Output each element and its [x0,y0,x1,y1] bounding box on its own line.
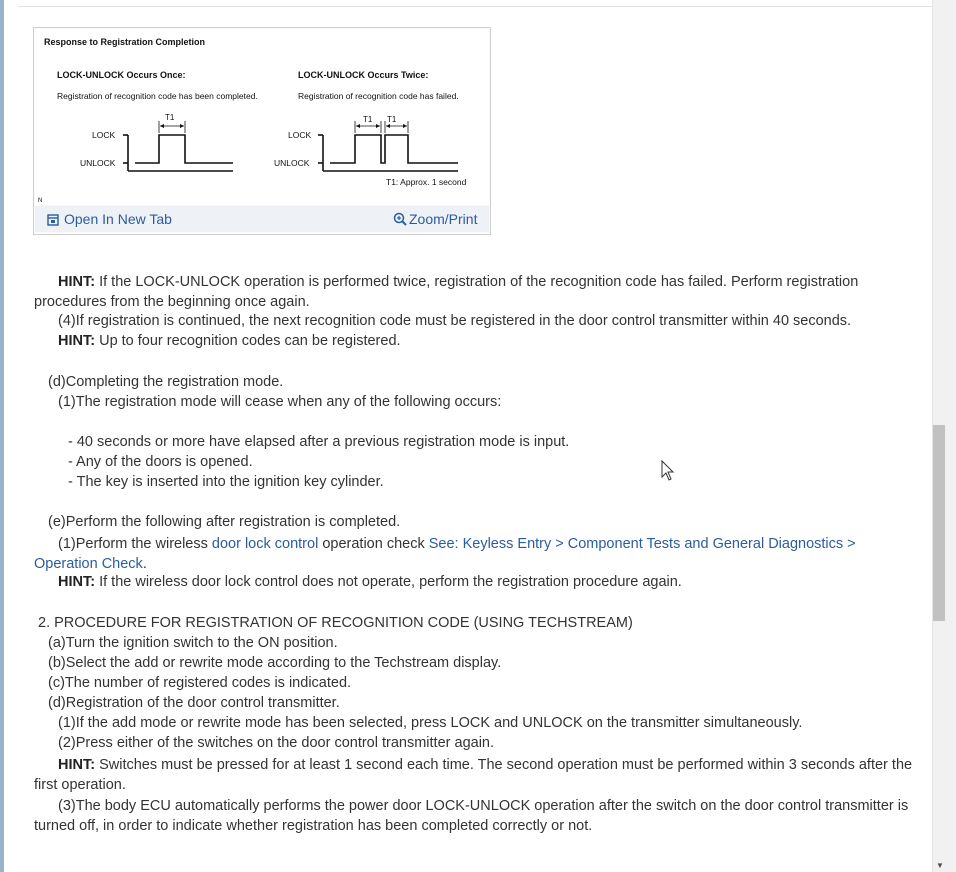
scrollbar-thumb[interactable] [933,425,945,621]
figure-image[interactable] [35,29,489,205]
step-d-1: (1)If the add mode or rewrite mode has been selected, press LOCK and UNLOCK on the transmitter simultaneously. [58,715,803,731]
left-t1-label: T1 [165,113,175,122]
e-step-1-mid: operation check [318,536,429,552]
open-in-new-tab-label: Open In New Tab [64,211,172,227]
left-unlock-label: UNLOCK [80,158,116,168]
left-heading: LOCK-UNLOCK Occurs Once: [57,70,186,80]
right-lock-label: LOCK [288,130,312,140]
mouse-cursor-icon [660,460,676,482]
hint-label: HINT: [58,333,96,349]
d-heading: (d)Completing the registration mode. [48,374,284,390]
hint-paragraph-1 [34,272,914,312]
hint-4-text: Switches must be pressed for at least 1 second each time. The second operation must be performed within 3 seconds after the first operation. [34,757,913,793]
right-unlock-label: UNLOCK [274,158,310,168]
figure-toolbar [35,206,489,232]
e-step-1-prefix: (1)Perform the wireless [58,536,212,552]
right-t1b-label: T1 [387,115,397,124]
keyless-entry-operation-check-link[interactable]: See: Keyless Entry > Component Tests and General Diagnostics > Operation Check [34,536,856,572]
figure-container [33,27,491,235]
open-tab-icon [47,214,59,226]
bullet-item: - Any of the doors is opened. [68,454,253,470]
zoom-icon [393,212,407,226]
t1-note: T1: Approx. 1 second [386,177,467,187]
e-heading: (e)Perform the following after registration is completed. [48,514,401,530]
hint-paragraph-4 [34,755,914,795]
hint-label: HINT: [58,757,96,773]
left-description: Registration of recognition code has been completed. [57,91,258,101]
step-4: (4)If registration is continued, the next recognition code must be registered in the door control transmitter within 40 seconds. [58,313,852,329]
zoom-print-label: Zoom/Print [409,211,478,227]
left-lock-label: LOCK [92,130,116,140]
section-2-heading: 2. PROCEDURE FOR REGISTRATION OF RECOGNITION CODE (USING TECHSTREAM) [38,615,633,631]
hint-label: HINT: [58,574,96,590]
e-step-1-end: . [142,556,147,572]
hint-2-text: Up to four recognition codes can be registered. [95,333,401,349]
bullet-item: - The key is inserted into the ignition key cylinder. [68,474,384,490]
right-heading: LOCK-UNLOCK Occurs Twice: [298,70,429,80]
d-step-1: (1)The registration mode will cease when any of the following occurs: [58,394,502,410]
step-b: (b)Select the add or rewrite mode according to the Techstream display. [48,655,502,671]
zoom-print-link[interactable] [393,211,477,227]
step-d-2: (2)Press either of the switches on the door control transmitter again. [58,735,495,751]
hint-paragraph-2 [58,333,401,349]
step-a: (a)Turn the ignition switch to the ON position. [48,635,338,651]
hint-label: HINT: [58,274,96,290]
step-d: (d)Registration of the door control transmitter. [48,695,340,711]
e-step-1 [34,534,914,574]
open-in-new-tab-link[interactable] [47,211,172,227]
hint-1-text: If the LOCK-UNLOCK operation is performed twice, registration of the recognition code has failed. Perform registration procedures from the beginning once again. [34,274,859,310]
bullet-item: - 40 seconds or more have elapsed after a previous registration mode is input. [68,434,570,450]
scroll-down-arrow-icon[interactable]: ▼ [936,861,944,870]
right-description: Registration of recognition code has failed. [298,91,459,101]
door-lock-control-link[interactable]: door lock control [211,536,319,552]
step-d-3: (3)The body ECU automatically performs the power door LOCK-UNLOCK operation after the switch on the door control transmitter is turned off, in order to indicate whether registration has been completed correctly or not. [34,798,909,834]
hint-3-text: If the wireless door lock control does not operate, perform the registration procedure again. [95,574,682,590]
step-c: (c)The number of registered codes is indicated. [48,675,352,691]
left-pulse [135,135,233,163]
figure-title: Response to Registration Completion [44,37,206,47]
figure-corner-mark: N [38,198,43,204]
hint-paragraph-3 [58,574,682,590]
right-t1a-label: T1 [363,115,373,124]
right-pulses [330,135,458,163]
